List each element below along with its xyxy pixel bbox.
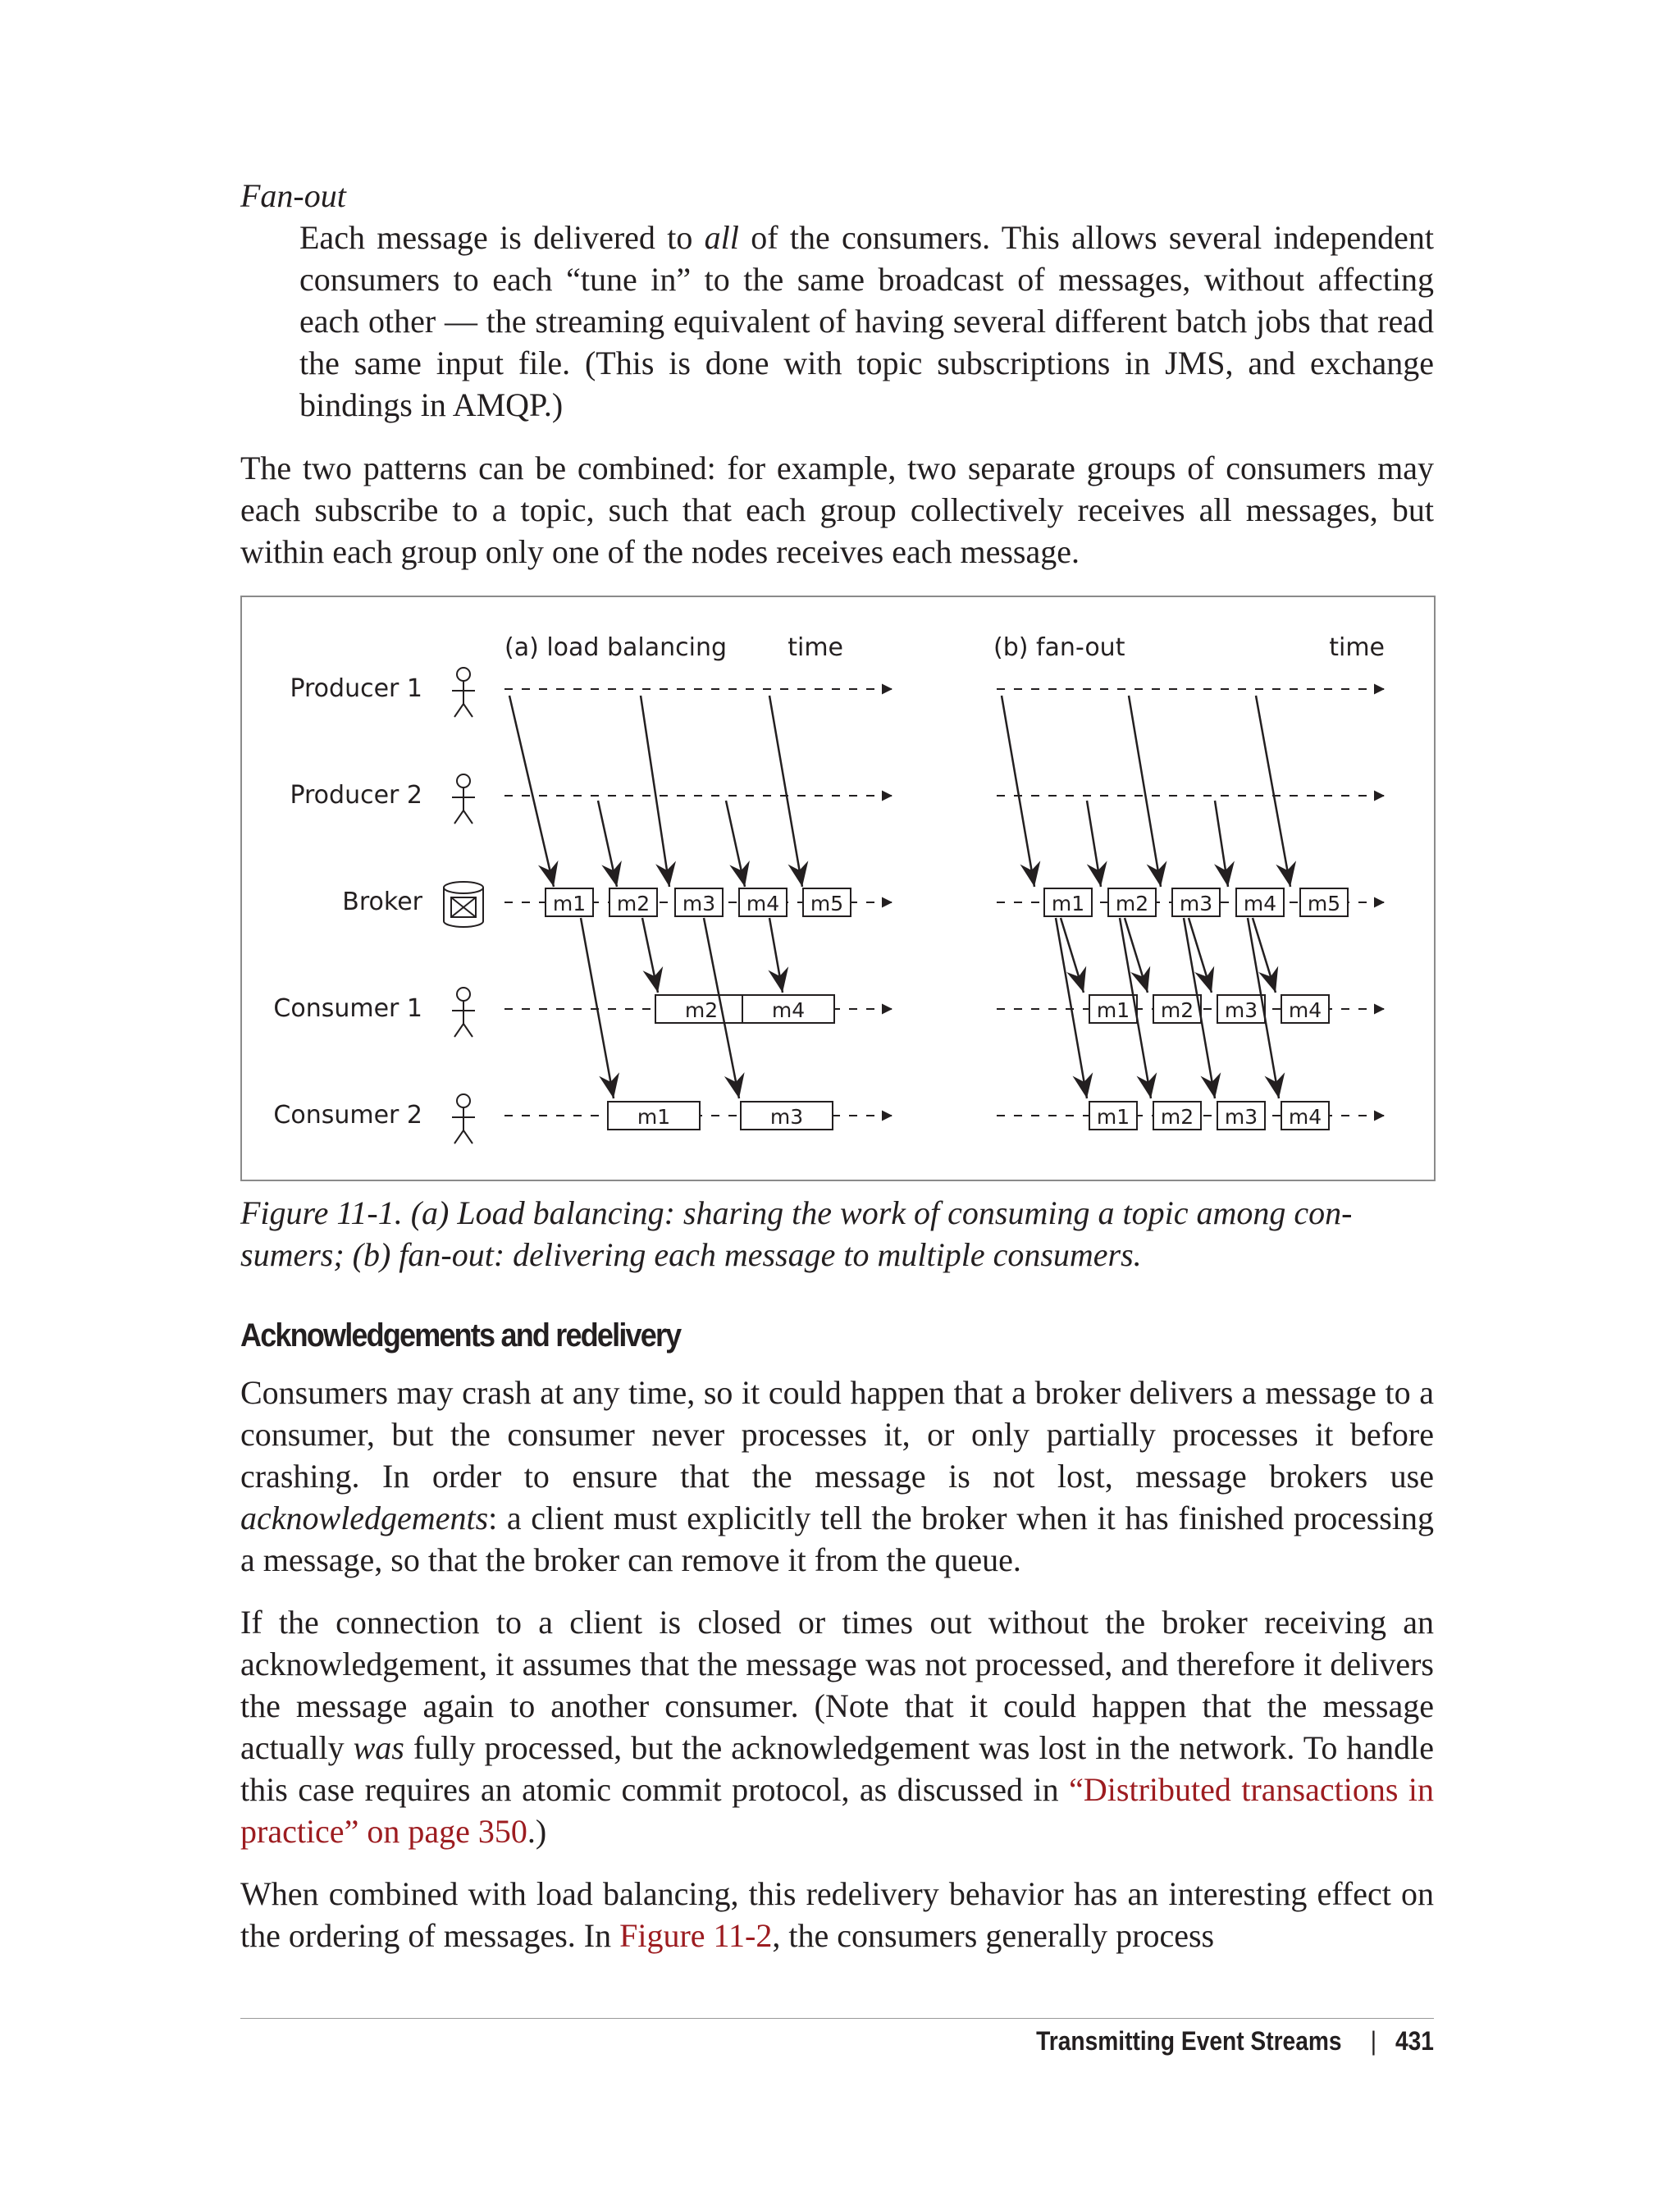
- panel-a-title: (a) load balancing: [504, 633, 728, 662]
- b-arrow-m2-c1: [1125, 918, 1148, 993]
- producer-1-person-icon: [452, 668, 475, 717]
- b-arrow-p1-m5: [1256, 696, 1290, 887]
- cross-reference-link[interactable]: “Distributed transactions in practice” on page 350: [240, 1771, 1435, 1850]
- figure-11-2-link[interactable]: Figure 11-2: [619, 1917, 773, 1954]
- label-producer-1: Producer 1: [290, 674, 422, 703]
- a-arrow-p1-m5: [769, 696, 802, 887]
- label-broker: Broker: [342, 888, 422, 916]
- b-arrow-p2-m2: [1087, 801, 1101, 887]
- a-arrow-m2-c1: [642, 918, 658, 993]
- b-arrow-p1-m1: [1002, 696, 1034, 887]
- b-arrow-p1-m3: [1129, 696, 1161, 887]
- running-title: Transmitting Event Streams: [1036, 2026, 1342, 2056]
- a-arrow-p2-m4: [726, 801, 745, 887]
- b-consumer-2-m4-label: m4: [1288, 1105, 1322, 1129]
- b-consumer-2-m2-label: m2: [1160, 1105, 1194, 1129]
- b-arrow-m1-c2: [1056, 918, 1087, 1098]
- figure-caption: Figure 11-1. (a) Load balancing: sharing the work of consuming a topic among consumers; (b) fan-out: delivering each message to multiple consumers.: [240, 1194, 1353, 1273]
- a-consumer-2-m3-label: m3: [769, 1105, 804, 1129]
- b-broker-m4-label: m4: [1243, 892, 1277, 915]
- paragraph-acknowledgements: Consumers may crash at any time, so it could happen that a broker delivers a message to a consumer, but the consumer never processes it, or only partially processes it before crashing. In order to ensure that the message is not lost, message brokers use acknowledgements: a client must explicitly tell the broker when it has finished processing a message, so that the broker can remove it from the queue.: [240, 1374, 1434, 1578]
- footer-rule: [240, 2018, 1434, 2019]
- b-consumer-1-m3-label: m3: [1224, 998, 1258, 1022]
- b-consumer-1-m4-label: m4: [1288, 998, 1322, 1022]
- panel-a-time-label: time: [788, 633, 843, 662]
- a-arrow-m4-c1: [769, 918, 783, 993]
- page-footer: [1036, 2025, 1434, 2057]
- a-arrow-p1-m3: [641, 696, 669, 887]
- b-broker-m2-label: m2: [1115, 892, 1149, 915]
- paragraph-ordering: When combined with load balancing, this redelivery behavior has an interesting effect on the ordering of messages. In Figure 11-2, the consumers generally process: [240, 1875, 1434, 1954]
- a-consumer-1-m4-label: m4: [771, 998, 806, 1022]
- label-producer-2: Producer 2: [290, 781, 422, 810]
- paragraph-combined-patterns: The two patterns can be combined: for example, two separate groups of consumers may each subscribe to a topic, such that each group collectively receives all messages, but within each group only one of the nodes receives each message.: [240, 450, 1434, 570]
- a-broker-m1-label: m1: [552, 892, 587, 915]
- b-arrow-m1-c1: [1061, 918, 1084, 993]
- a-broker-m3-label: m3: [682, 892, 716, 915]
- figure-11-1: [240, 596, 1436, 1181]
- b-consumer-2-m1-label: m1: [1096, 1105, 1130, 1129]
- page-number: 431: [1395, 2026, 1434, 2056]
- fan-out-definition: Each message is delivered to all of the consumers. This allows several independent consumers to each “tune in” to the same broadcast of messages, without affecting each other — the streaming equivalent of having several different batch jobs that read the same input file. (This is done with topic subscriptions in JMS, and exchange bindings in AMQP.): [299, 219, 1434, 423]
- consumer-2-person-icon: [452, 1094, 475, 1144]
- a-arrow-p1-m1: [509, 696, 554, 887]
- panel-b-title: (b) fan-out: [993, 633, 1125, 662]
- a-broker-m5-label: m5: [810, 892, 844, 915]
- b-broker-m1-label: m1: [1051, 892, 1085, 915]
- a-consumer-2-m1-label: m1: [637, 1105, 671, 1129]
- b-consumer-1-m2-label: m2: [1160, 998, 1194, 1022]
- consumer-1-person-icon: [452, 988, 475, 1037]
- b-consumer-1-m1-label: m1: [1096, 998, 1130, 1022]
- a-broker-m2-label: m2: [616, 892, 651, 915]
- b-arrow-p2-m4: [1215, 801, 1228, 887]
- a-broker-m4-label: m4: [746, 892, 780, 915]
- broker-queue-icon: [444, 882, 483, 927]
- b-arrow-m3-c1: [1189, 918, 1212, 993]
- paragraph-redelivery: If the connection to a client is closed or times out without the broker receiving an acknowledgement, it assumes that the message was not processed, and therefore it delivers the message again to another consumer. (Note that it could happen that the message actually was fully processed, but the acknowledgement was lost in the network. To handle this case requires an atomic commit protocol, as discussed in “Distributed transactions in practice” on page 350.): [240, 1604, 1435, 1850]
- a-consumer-1-m2-label: m2: [684, 998, 719, 1022]
- b-broker-m5-label: m5: [1307, 892, 1341, 915]
- footer-separator: |: [1370, 2026, 1377, 2056]
- panel-b-time-label: time: [1329, 633, 1385, 662]
- producer-2-person-icon: [452, 774, 475, 824]
- b-broker-m3-label: m3: [1179, 892, 1213, 915]
- b-consumer-2-m3-label: m3: [1224, 1105, 1258, 1129]
- term-fan-out: Fan-out: [240, 177, 346, 214]
- section-heading: Acknowledgements and redelivery: [240, 1317, 681, 1354]
- b-arrow-m4-c1: [1253, 918, 1276, 993]
- label-consumer-2: Consumer 2: [273, 1101, 422, 1130]
- label-consumer-1: Consumer 1: [273, 994, 422, 1023]
- a-arrow-p2-m2: [598, 801, 617, 887]
